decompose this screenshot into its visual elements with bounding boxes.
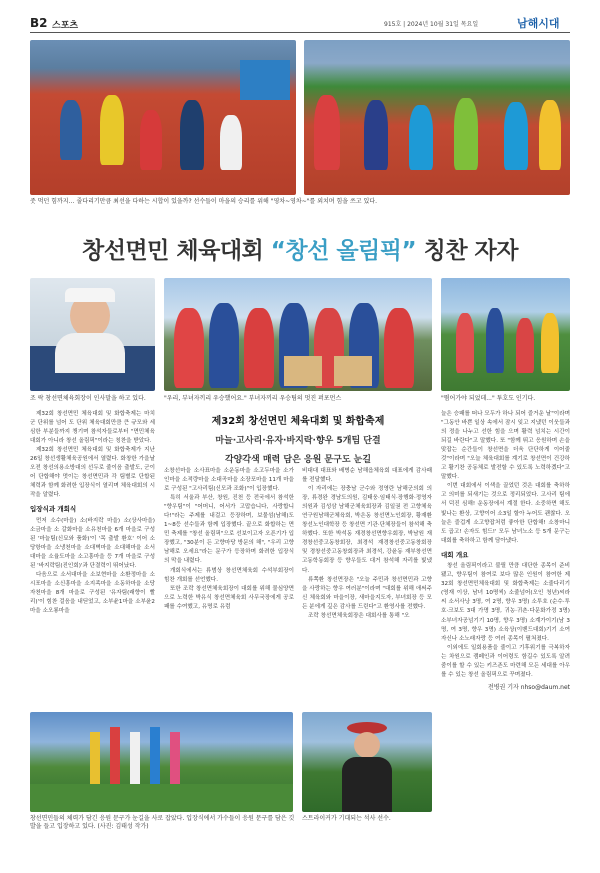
column-1 xyxy=(30,410,155,617)
top-photo-caption: 줏 먹던 힘까지… 줄다리기만큼 최선을 다하는 시합이 있을까? 선수들이 마을의 승리를 위해 "영차~영차~"를 외치며 힘을 쓰고 있다. xyxy=(30,198,377,205)
col4-paragraph-2: 이번 대회에서 이색을 끌었던 것은 대회를 축하하고 의미를 되새기는 것으로 정리되었다. 고사리 팀에서 덕진 심해! 운동장에서 계절 한다. 소중하면 해도 빛나는 환상, 고향이어 소3일 할아 누어도 괜찮다. 오늘은 즐겁게 소고향잡처럼 좋아한 단합해! 소창마니도 곱고! 손자도 힘드!' 모두 남녀노소 등 5개 문구는 대회를 축하하고 함께 담아냈다. xyxy=(441,483,570,544)
striker-photo xyxy=(302,712,432,812)
column-4 xyxy=(441,410,570,693)
mini-photo xyxy=(441,278,570,391)
col4-paragraph-4: 이외에도 일회용품을 줄이고 기후위기를 극복하자는 차원으로 캠페인과 이어령도 함길수 있도록 알려줌이를 할 수 있는 키즈존도 마련해 모든 세대를 아우를 수 있는 창선 올림픽으로 꾸며졌다. xyxy=(441,644,570,678)
article-headline xyxy=(0,232,600,265)
tug-of-war-photo-right xyxy=(304,40,570,195)
headline-part1: 창선면민 체육대회 xyxy=(82,238,271,264)
striker-caption: 스트라이커가 기대되는 석사 선수. xyxy=(302,815,391,822)
col1-paragraph-3: 먼저 소수(마을) 소(바지락 마을) 소(상사마을) 소금마을 소 갈화마을 소유천마을 6개 마을로 구성된 '마늘팀(신묘와 품화)'이 '목 출발 환호' 이어 소당항마을 소냉천마을 소대벽마을 소대해마을 소서대마을 소율도마을 소고흥마을 등 7개 마을로 구성된 '바지락팀(진인회)'과 단결력이 뛰어났다. xyxy=(30,517,155,570)
col1-paragraph-4: 다음으로 소서대마을 소보현마을 소환정마을 소시포마을 소신흥마을 소지족마을 소동하마을 소당자천마을 8개 마을로 구성된 '유자팀(래향이 빨리)'이 힘찬 걸음을 내딛었고, 소부윤1마을 소부윤2마을 소오룡마을 xyxy=(30,572,155,615)
flag-parade-photo xyxy=(30,712,293,812)
col3-paragraph-2: 이 자리에는 장충남 군수와 정영란 남해군의회 의장, 류경완 경남도의원, 김태웅·임태식·장행화·정영자 의원과 김성삼 남해군체육회장과 김일권 전 고향체육연구원남해군체육회, 박은동 창선면노인회장, 황재환 창선노인대학장 등 창선면 기관·단체장들이 참석해 축하했다. 또한 박석동 재경창선면향우회장, 박남원 재경창선중고동창회장, 최경석 재경창선중고동창회장 및 경창선중고동창회장과 최경석, 강윤동 재부창선면고동학동회장 등 향우들도 대거 참석해 자리를 빛냈다. xyxy=(302,486,432,574)
box-title-3: 각양각색 매력 담은 응원 문구도 눈길 xyxy=(224,455,372,465)
col2-paragraph-2: 특히 서울과 부산, 창원, 진천 등 전국에서 참석한 "향우팀"이 "어머니, 어서가 고맙습니다, 사랑합니다!"라는 주제를 내걸고 등장하며, 보물섬(남해)도 1~8등 선수들과 함께 입장했다. 끝으로 화합하는 면민 축제를 "창선 올림픽"으로 선보이고자 오픈기가 입장했고, "30분이 든 고향마당 방문의 해", "우리 고향 남해로 오세요"라는 문구가 등장하며 화려한 입장식의 막을 내렸다. xyxy=(164,495,294,565)
mini-caption: "뜀어가야 되었데..." 투호도 인기다. xyxy=(441,395,536,402)
byline: 전병권 기자 nhso@daum.net xyxy=(487,683,570,691)
col1-paragraph-2: 제32회 창선면민 체육대회 및 화합축제가 지난 26일 창선생활체육공원에서 열렸다. 화창한 가을날 오전 창선의용소방대의 선두로 줄이음 출발도, 군이어 단합해야 멋이는 창선면민과 각 팀별로 단합된 체력과 함께 화려한 입장식이 열리며 체육대회의 시작을 알렸다. xyxy=(30,447,155,499)
col2-paragraph-4: 또한 조락 창선면체육회장이 대회를 위해 물심양면으로 노력한 박유식 창선면체육회 사무국장에게 공로패를 수여했고, 유명로 유럼 xyxy=(164,585,294,610)
box-title-2: 마늘·고사리·유자·바지락·향우 5개팀 단결 xyxy=(215,436,381,446)
header-divider xyxy=(30,32,570,33)
col2-paragraph-3: 개회식에서는 류범상 창선면체육회 수석부회장이 힘찬 개회를 선언했다. xyxy=(164,567,294,583)
col4-paragraph-1: 늘은 승패를 떠나 모두가 하나 되어 즐거운 날"이라며 "그동안 바쁜 일상 속에서 잠시 잊고 지냈던 이웃들과의 정을 나누고 선한 힘을 으며 활력 넘치는 시간이 되길 바란다"고 말했다. 또 "함께 뛰고 응원하며 손을 맞잡는 순간들이 창선면을 더욱 단단하게 이어줄 것"이라며 "오늘 체육대회를 계기로 창선면이 건강하고 활기찬 공동체로 발전할 수 있도록 노력하겠다"고 말했다. xyxy=(441,411,570,481)
page-number: B2 xyxy=(30,16,48,30)
col3-paragraph-3: 류쪽환 창선면장은 "오늘 주민과 창선면민과 고향을 사랑하는 향우 여러분"이라며 "대회를 위해 애써주신 체육회와 마을이장, 새마을지도자, 부녀회장 등 모든 분에게 깊은 감사를 드린다"고 환영사를 전했다. xyxy=(302,576,432,610)
publication-logo: 남해시대 xyxy=(517,17,560,30)
group-caption: "우리, 부녀자끼리 우승했어요." 부녀자끼리 우승팀의 멋진 퍼포먼스 xyxy=(164,395,342,402)
headline-part2: 칭찬 자자 xyxy=(416,238,518,264)
flag-parade-caption: 창선면민들의 체력가 담긴 응원 문구가 눈길을 사로 잡았다. 입장식에서 가수들이 응원 문구를 담은 깃발을 들고 입장하고 있다. (사진: 김태성 작가) xyxy=(30,815,295,831)
box-title-1: 제32회 창선면민 체육대회 및 화합축제 xyxy=(211,416,385,427)
section-label: 스포츠 xyxy=(52,21,79,31)
article-box-title xyxy=(164,412,432,465)
speaker-photo xyxy=(30,278,155,391)
group-photo xyxy=(164,278,432,391)
col2-paragraph-1: 소창선마을 소사표마을 소운동마을 소고두마을 소가인마을 소적량마을 소대곡마을 소장포마을 11개 마을로 구성된 "고사리팀(신모과 조화)"이 입장했다. xyxy=(164,468,294,493)
headline-accent: “창선 올림픽” xyxy=(270,238,417,264)
speaker-caption: 조 락 창선면체육회장이 인사말을 하고 있다. xyxy=(30,395,146,402)
col4-subheading: 대회 개요 xyxy=(441,550,469,559)
issue-info: 915호 | 2024년 10월 31일 목요일 xyxy=(384,21,479,28)
col4-paragraph-3: 창선 올림픽이라고 불릴 만큼 대단한 종목이 준비됐고, 향우팀이 참여로 보다 많은 인원이 참여한 제32회 창선면민체육대회 및 화합축제는 소줄다리기(영재 이상, 남녀 10명씩) 소줄넘어(오인 청년)씨라씨 소서사낭 3명, 여 2명, 향우 3명) 소투호 (순수·투호·크보도 3대 가명 3명, 귀농·귀촌·다문화가정 3명) 소부녀자공넘기기 10명, 향우 3명) 소계가이기(남 3명, 여 3명, 향우 3명) 소육상(이벤드대회)기기 소여자신나 소노래자랑 등 여러 종목이 펼쳐졌다. xyxy=(441,563,570,642)
col3-paragraph-4: 조락 창선면체육회장은 대회사를 통해 "오 xyxy=(308,612,410,619)
column-2 xyxy=(164,467,294,612)
col3-paragraph-1: 비대대 대표와 배병순 남해읍체육회 대표에게 감사패를 전달했다. xyxy=(302,468,432,484)
column-3 xyxy=(302,467,432,621)
col1-subheading: 입장식과 개회식 xyxy=(30,505,77,514)
col1-paragraph-1: 제32회 창선면민 체육대회 및 화합축제는 마치 군 단위를 넘어 도 단위 체육대회만큼 큰 규모와 세심한 부분들까지 챙기며 참석자들로부터 "면민체육대회가 아니라 창선 올림픽"이라는 칭찬을 받았다. xyxy=(30,411,155,445)
tug-of-war-photo-left xyxy=(30,40,296,195)
